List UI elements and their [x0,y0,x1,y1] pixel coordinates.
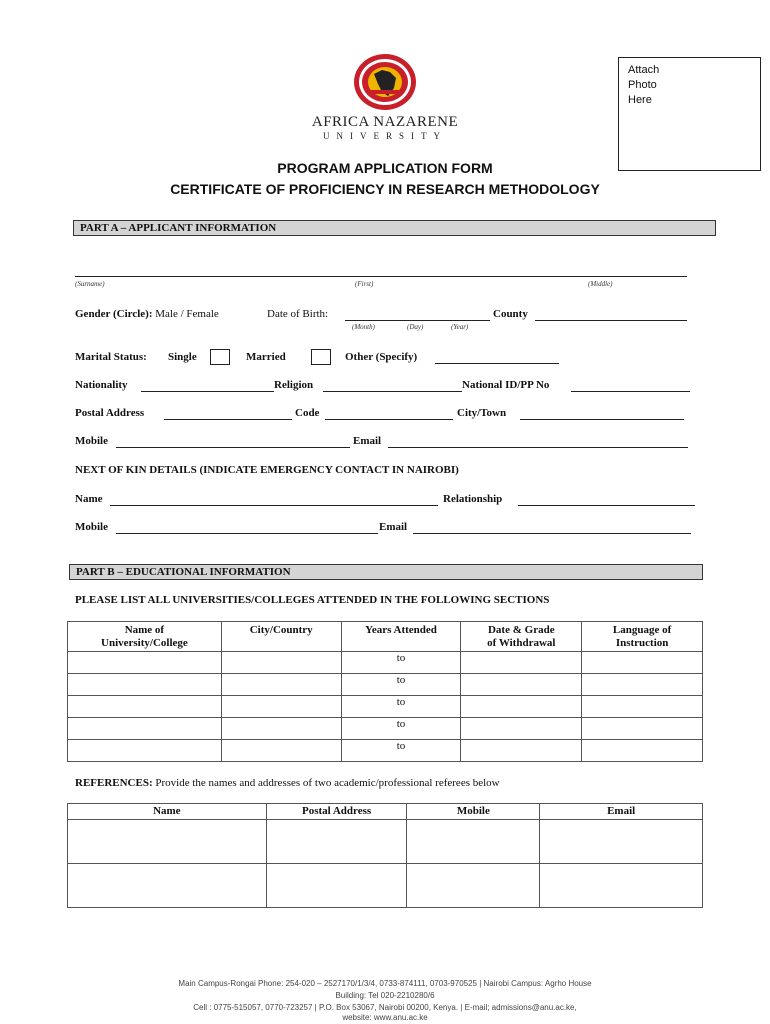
footer-line2: Building: Tel 020-2210280/6 [335,991,435,1000]
table-row [68,718,703,740]
kin-relationship-label: Relationship [443,493,503,505]
footer-line4: website: www.anu.ac.ke [342,1013,428,1022]
photo-box-line3: Here [628,94,652,106]
kin-mobile-field[interactable] [116,533,378,534]
col-university [68,622,222,652]
city-cell[interactable] [221,652,341,674]
gender-options[interactable]: Male / Female [155,308,219,320]
postal-address-label: Postal Address [75,407,145,419]
ref-mobile-cell[interactable] [407,820,540,864]
language-cell[interactable] [582,718,703,740]
dob-month-hint: (Month) [352,323,375,331]
years-cell[interactable] [341,740,461,762]
footer-line1: Main Campus-Rongai Phone: 254-020 – 2527170/1/3/4, 0733-874111, 0703-970525 | Nairobi Campus: Agrho House [178,979,592,988]
form-title: PROGRAM APPLICATION FORM [277,160,493,176]
table-row [68,652,703,674]
part-a-header: PART A – APPLICANT INFORMATION [73,220,716,236]
references-label: REFERENCES: [75,777,153,789]
email-label: Email [353,435,382,447]
university-cell[interactable] [68,674,222,696]
attach-photo-box[interactable] [618,57,761,171]
education-header-row [68,622,703,652]
col-language-l2: Instruction [615,637,669,649]
date-grade-cell[interactable] [461,652,582,674]
nationality-label: Nationality [75,379,128,391]
nationality-field[interactable] [141,391,274,392]
university-cell[interactable] [68,740,222,762]
to-label: to [396,674,406,686]
table-row [68,820,703,864]
kin-email-label: Email [379,521,408,533]
county-field[interactable] [535,320,687,321]
gender-row [75,308,219,320]
ref-col-postal: Postal Address [266,804,407,820]
date-grade-cell[interactable] [461,674,582,696]
date-grade-cell[interactable] [461,740,582,762]
religion-field[interactable] [323,391,462,392]
ref-name-cell[interactable] [68,864,267,908]
full-name-field[interactable] [75,276,687,277]
language-cell[interactable] [582,652,703,674]
col-date-grade [461,622,582,652]
code-field[interactable] [325,419,453,420]
kin-relationship-field[interactable] [518,505,695,506]
to-label: to [396,718,406,730]
gender-label: Gender (Circle): [75,308,153,320]
kin-email-field[interactable] [413,533,691,534]
date-grade-cell[interactable] [461,696,582,718]
col-years-attended: Years Attended [341,622,461,652]
photo-box-line2: Photo [628,79,657,91]
col-city-country: City/Country [221,622,341,652]
single-checkbox[interactable] [210,349,230,365]
references-header-row [68,804,703,820]
to-label: to [396,652,406,664]
other-specify-field[interactable] [435,363,559,364]
references-text: Provide the names and addresses of two academic/professional referees below [155,777,500,789]
ref-postal-cell[interactable] [266,864,407,908]
education-instruction: PLEASE LIST ALL UNIVERSITIES/COLLEGES ATTENDED IN THE FOLLOWING SECTIONS [75,594,550,606]
education-table [67,621,703,762]
ref-postal-cell[interactable] [266,820,407,864]
years-cell[interactable] [341,696,461,718]
table-row [68,740,703,762]
years-cell[interactable] [341,652,461,674]
university-cell[interactable] [68,718,222,740]
kin-mobile-label: Mobile [75,521,108,533]
ref-email-cell[interactable] [540,864,703,908]
table-row [68,864,703,908]
mobile-label: Mobile [75,435,108,447]
dob-day-hint: (Day) [407,323,424,331]
ref-col-name: Name [68,804,267,820]
to-label: to [396,696,406,708]
national-id-field[interactable] [571,391,690,392]
university-name: AFRICA NAZARENE [311,114,459,130]
col-university-l2: University/College [101,637,188,649]
ref-col-email: Email [540,804,703,820]
national-id-label: National ID/PP No [462,379,550,391]
mobile-field[interactable] [116,447,350,448]
table-row [68,696,703,718]
kin-name-field[interactable] [110,505,438,506]
to-label: to [396,740,406,752]
single-label: Single [168,351,197,363]
city-cell[interactable] [221,696,341,718]
col-date-grade-l2: of Withdrawal [487,637,556,649]
email-field[interactable] [388,447,688,448]
language-cell[interactable] [582,696,703,718]
university-cell[interactable] [68,696,222,718]
city-field[interactable] [520,419,684,420]
date-grade-cell[interactable] [461,718,582,740]
footer-line3: Cell : 0775-515057, 0770-723257 | P.O. Box 53067, Nairobi 00200, Kenya. | E-mail; admissions@anu.ac.ke, [193,1003,577,1012]
other-label: Other (Specify) [345,351,418,363]
university-subtitle: UNIVERSITY [323,131,447,141]
surname-hint: (Surname) [75,280,105,288]
col-university-l1: Name of [124,624,165,636]
university-logo [352,52,418,112]
language-cell[interactable] [582,674,703,696]
dob-label: Date of Birth: [267,308,329,320]
table-row [68,674,703,696]
language-cell[interactable] [582,740,703,762]
city-cell[interactable] [221,674,341,696]
ref-mobile-cell[interactable] [407,864,540,908]
references-row [75,777,500,789]
years-cell[interactable] [341,674,461,696]
years-cell[interactable] [341,718,461,740]
married-label: Married [246,351,286,363]
ref-name-cell[interactable] [68,820,267,864]
city-cell[interactable] [221,740,341,762]
county-label: County [493,308,528,320]
col-language [582,622,703,652]
postal-address-field[interactable] [164,419,292,420]
first-name-hint: (First) [355,280,374,288]
married-checkbox[interactable] [311,349,331,365]
dob-field[interactable] [345,320,490,321]
form-subtitle: CERTIFICATE OF PROFICIENCY IN RESEARCH METHODOLOGY [170,181,600,197]
marital-status-label: Marital Status: [75,351,147,363]
ref-email-cell[interactable] [540,820,703,864]
code-label: Code [295,407,320,419]
university-cell[interactable] [68,652,222,674]
city-label: City/Town [457,407,507,419]
middle-name-hint: (Middle) [588,280,613,288]
photo-box-line1: Attach [628,64,660,76]
religion-label: Religion [274,379,314,391]
city-cell[interactable] [221,718,341,740]
references-table [67,803,703,908]
ref-col-mobile: Mobile [407,804,540,820]
dob-year-hint: (Year) [451,323,469,331]
kin-name-label: Name [75,493,103,505]
part-b-header: PART B – EDUCATIONAL INFORMATION [69,564,703,580]
next-of-kin-header: NEXT OF KIN DETAILS (INDICATE EMERGENCY CONTACT IN NAIROBI) [75,464,459,476]
col-date-grade-l1: Date & Grade [487,624,555,636]
col-language-l1: Language of [612,624,672,636]
